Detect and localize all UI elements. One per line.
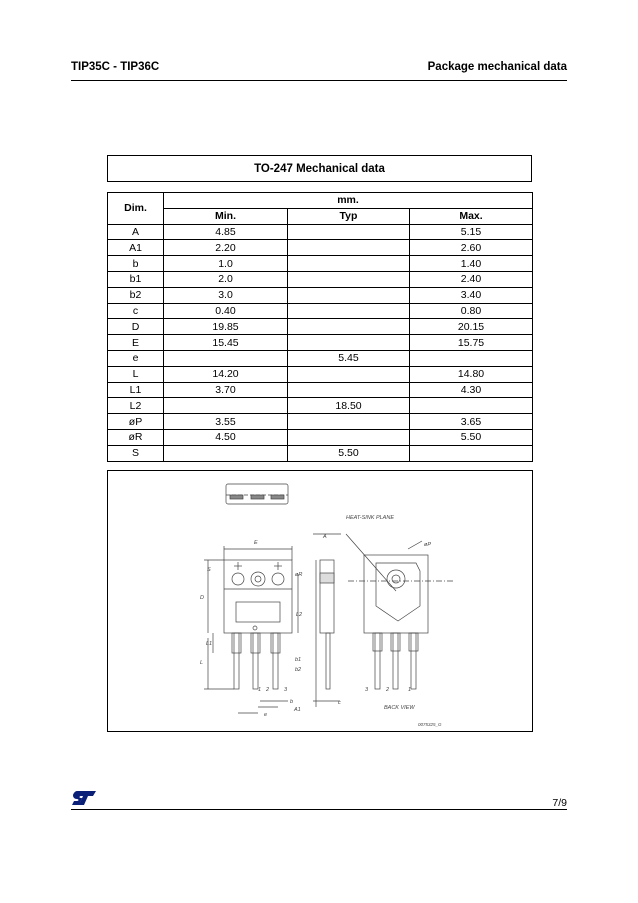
cell-dim: b1: [108, 271, 164, 287]
cell-typ: 18.50: [288, 398, 410, 414]
cell-typ: [288, 224, 410, 240]
st-logo-icon: [71, 790, 97, 806]
drawing-ref: 0075325_G: [418, 722, 442, 727]
cell-dim: E: [108, 335, 164, 351]
cell-max: 4.30: [410, 382, 533, 398]
label-pin2: 2: [266, 687, 270, 693]
label-b2: b2: [295, 667, 302, 673]
cell-min: 4.85: [164, 224, 288, 240]
cell-dim: A1: [108, 240, 164, 256]
label-pin1b: 1: [408, 687, 412, 693]
back-view-label: BACK VIEW: [384, 705, 415, 711]
label-pin3b: 3: [365, 687, 369, 693]
table-row: [108, 319, 533, 335]
cell-dim: øP: [108, 414, 164, 430]
cell-max: 2.60: [410, 240, 533, 256]
table-row: [108, 224, 533, 240]
label-b1: b1: [295, 657, 302, 663]
cell-min: 1.0: [164, 256, 288, 272]
table-row: [108, 445, 533, 461]
cell-dim: c: [108, 303, 164, 319]
doc-title: TIP35C - TIP36C: [71, 61, 160, 73]
cell-max: 5.15: [410, 224, 533, 240]
table-row: [108, 256, 533, 272]
table-row: [108, 382, 533, 398]
cell-typ: [288, 366, 410, 382]
cell-dim: S: [108, 445, 164, 461]
cell-min: 2.20: [164, 240, 288, 256]
cell-min: 19.85: [164, 319, 288, 335]
label-L: L: [200, 660, 204, 666]
cell-min: 3.55: [164, 414, 288, 430]
cell-min: [164, 350, 288, 366]
cell-min: 3.70: [164, 382, 288, 398]
cell-typ: [288, 335, 410, 351]
cell-typ: [288, 271, 410, 287]
cell-typ: [288, 287, 410, 303]
cell-dim: D: [108, 319, 164, 335]
cell-typ: [288, 319, 410, 335]
cell-max: 14.80: [410, 366, 533, 382]
label-D: D: [200, 595, 204, 601]
cell-max: [410, 350, 533, 366]
header-divider: [71, 80, 567, 81]
label-S: S: [207, 567, 211, 573]
table-row: [108, 414, 533, 430]
label-L2: L2: [296, 612, 303, 618]
min-header: Min.: [164, 208, 288, 224]
label-A1: A1: [294, 707, 301, 713]
table-row: [108, 271, 533, 287]
cell-dim: L1: [108, 382, 164, 398]
table-row: [108, 335, 533, 351]
front-view: [204, 546, 298, 689]
label-A: A: [323, 534, 327, 540]
drawing-svg: [108, 471, 532, 731]
cell-dim: e: [108, 350, 164, 366]
top-view: [226, 484, 288, 504]
cell-max: 0.80: [410, 303, 533, 319]
cell-max: 2.40: [410, 271, 533, 287]
label-c: c: [338, 700, 341, 706]
heat-sink-label: HEAT-SINK PLANE: [346, 515, 394, 521]
label-e: e: [264, 712, 268, 718]
cell-typ: [288, 256, 410, 272]
section-title: Package mechanical data: [427, 61, 567, 73]
cell-typ: 5.45: [288, 350, 410, 366]
max-header: Max.: [410, 208, 533, 224]
table-row: [108, 429, 533, 445]
cell-max: 20.15: [410, 319, 533, 335]
page-number: 7/9: [552, 797, 567, 809]
cell-max: 3.65: [410, 414, 533, 430]
label-b: b: [290, 699, 294, 705]
cell-typ: 5.50: [288, 445, 410, 461]
table-row: [108, 303, 533, 319]
cell-typ: [288, 240, 410, 256]
package-drawing: [107, 470, 533, 732]
cell-typ: [288, 414, 410, 430]
table-row: [108, 240, 533, 256]
table-row: [108, 398, 533, 414]
label-L1: L1: [206, 641, 213, 647]
mechanical-data-table: [107, 192, 533, 462]
cell-max: 1.40: [410, 256, 533, 272]
cell-min: 2.0: [164, 271, 288, 287]
footer-divider: [71, 809, 567, 810]
cell-min: 3.0: [164, 287, 288, 303]
label-R: øR: [295, 572, 303, 578]
label-pin2b: 2: [386, 687, 390, 693]
typ-header: Typ: [288, 208, 410, 224]
cell-min: 15.45: [164, 335, 288, 351]
label-pin3: 3: [284, 687, 288, 693]
cell-min: [164, 445, 288, 461]
cell-max: 5.50: [410, 429, 533, 445]
cell-max: [410, 445, 533, 461]
cell-dim: b2: [108, 287, 164, 303]
table-row: [108, 287, 533, 303]
bottom-dims: [238, 701, 288, 713]
cell-dim: A: [108, 224, 164, 240]
cell-min: 4.50: [164, 429, 288, 445]
cell-min: [164, 398, 288, 414]
cell-max: 3.40: [410, 287, 533, 303]
cell-typ: [288, 429, 410, 445]
cell-dim: b: [108, 256, 164, 272]
label-P: øP: [424, 542, 432, 548]
cell-dim: øR: [108, 429, 164, 445]
cell-dim: L2: [108, 398, 164, 414]
cell-min: 0.40: [164, 303, 288, 319]
table-title: TO-247 Mechanical data: [107, 155, 532, 182]
cell-typ: [288, 382, 410, 398]
cell-dim: L: [108, 366, 164, 382]
dim-header: Dim.: [108, 193, 164, 225]
label-E: E: [254, 540, 258, 546]
cell-typ: [288, 303, 410, 319]
back-view: [346, 534, 454, 689]
cell-max: [410, 398, 533, 414]
cell-min: 14.20: [164, 366, 288, 382]
cell-max: 15.75: [410, 335, 533, 351]
label-pin1: 1: [258, 687, 262, 693]
table-row: [108, 350, 533, 366]
unit-header: mm.: [164, 193, 533, 209]
side-view: [313, 534, 341, 707]
table-body: [108, 224, 533, 461]
table-row: [108, 366, 533, 382]
